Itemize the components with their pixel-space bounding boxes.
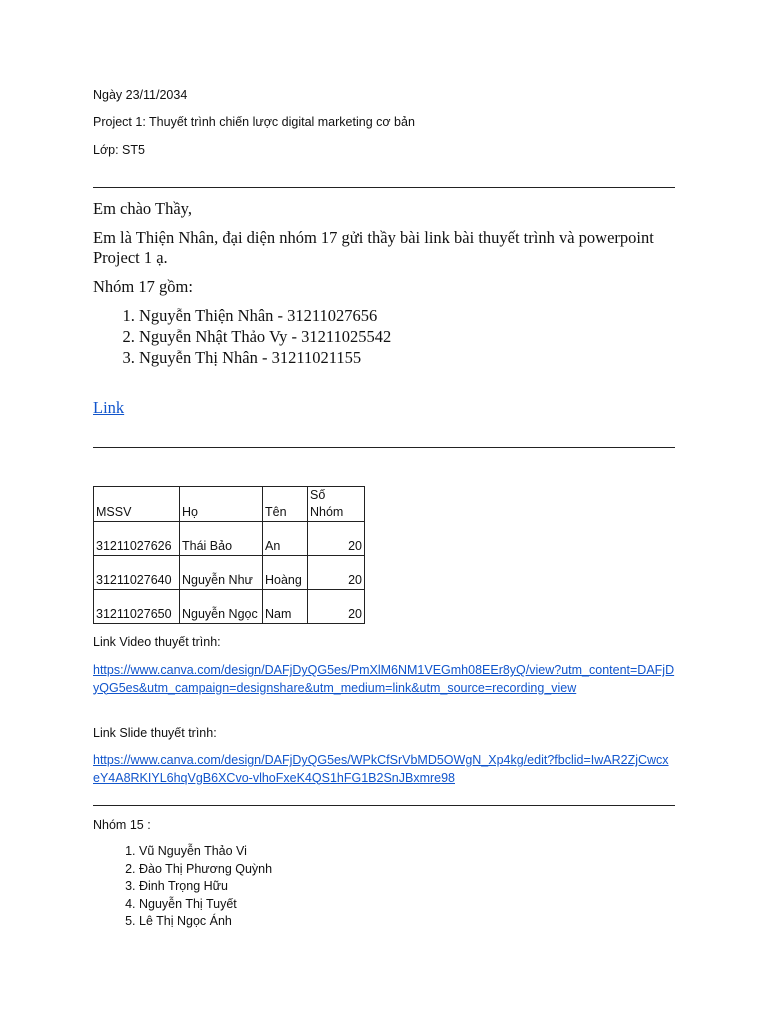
list-item: 3. Nguyễn Thị Nhân - 31211021155: [139, 347, 391, 368]
video-link[interactable]: https://www.canva.com/design/DAFjDyQG5es/PmXlM6NM1VEGmh08EEr8yQ/view?utm_content=DAFjDyQG5es&utm_campaign=designshare&utm_medium=link&utm_source=recording_view: [93, 663, 675, 695]
table-cell: Nguyễn Như: [180, 556, 263, 590]
list-item: 1. Nguyễn Thiện Nhân - 31211027656: [139, 305, 391, 326]
table-cell: 20: [308, 556, 365, 590]
list-item: 3. Đinh Trọng Hữu: [139, 878, 272, 896]
table-row: [94, 556, 365, 590]
group-heading: Nhóm 17 gồm:: [93, 277, 193, 296]
column-header: Số Nhóm: [308, 487, 365, 522]
table-row: [94, 590, 365, 624]
column-header: Họ: [180, 487, 263, 522]
presentation-link[interactable]: Link: [93, 398, 125, 417]
table-header-row: [94, 487, 365, 522]
divider: [93, 805, 675, 806]
table-cell: 31211027640: [94, 556, 180, 590]
project-title: Project 1: Thuyết trình chiến lược digital marketing cơ bản: [93, 115, 415, 129]
table-cell: 20: [308, 522, 365, 556]
divider: [93, 447, 675, 448]
table-cell: An: [263, 522, 308, 556]
column-header: Tên: [263, 487, 308, 522]
list-item: 2. Đào Thị Phương Quỳnh: [139, 861, 272, 879]
list-item: 1. Vũ Nguyễn Thảo Vi: [139, 843, 272, 861]
table-cell: Hoàng: [263, 556, 308, 590]
group15-heading: Nhóm 15 :: [93, 818, 151, 832]
table-cell: Nam: [263, 590, 308, 624]
slide-link[interactable]: https://www.canva.com/design/DAFjDyQG5es/WPkCfSrVbMD5OWgN_Xp4kg/edit?fbclid=IwAR2ZjCwcxeY4A8RKIYL6hqVgB6XCvo-vlhoFxeK4QS1hFG1B2SnJBxmre98: [93, 753, 669, 785]
table-cell: 31211027650: [94, 590, 180, 624]
list-item: 4. Nguyễn Thị Tuyết: [139, 896, 272, 914]
date-line: Ngày 23/11/2034: [93, 88, 188, 102]
table-cell: Nguyễn Ngọc: [180, 590, 263, 624]
table-row: [94, 522, 365, 556]
video-link-label: Link Video thuyết trình:: [93, 635, 221, 649]
table-cell: 31211027626: [94, 522, 180, 556]
class-line: Lớp: ST5: [93, 143, 145, 157]
table-cell: Thái Bảo: [180, 522, 263, 556]
greeting: Em chào Thầy,: [93, 199, 192, 218]
slide-link-label: Link Slide thuyết trình:: [93, 726, 217, 740]
divider: [93, 187, 675, 188]
group15-member-list: [93, 843, 272, 931]
table-cell: 20: [308, 590, 365, 624]
list-item: 5. Lê Thị Ngọc Ánh: [139, 913, 272, 931]
column-header: MSSV: [94, 487, 180, 522]
intro-paragraph: Em là Thiện Nhân, đại diện nhóm 17 gửi thầy bài link bài thuyết trình và powerpoint Project 1 ạ.: [93, 228, 654, 267]
list-item: 2. Nguyễn Nhật Thảo Vy - 31211025542: [139, 326, 391, 347]
student-table: [93, 486, 365, 624]
member-list: [93, 305, 391, 368]
